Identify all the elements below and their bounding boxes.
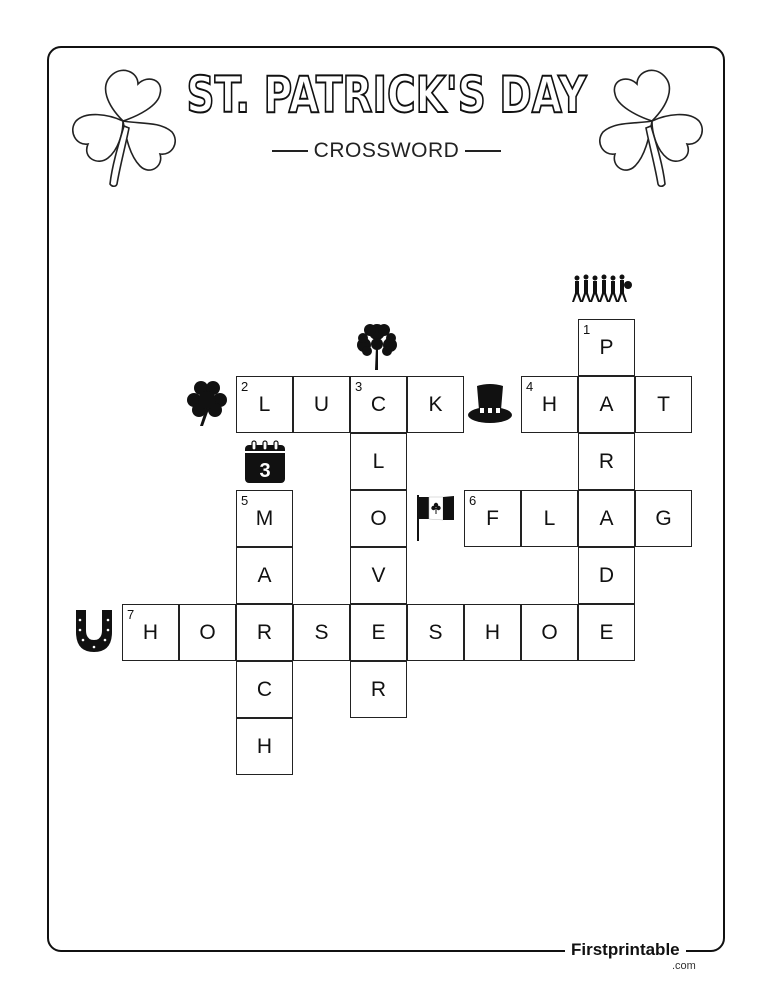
- subtitle-text: CROSSWORD: [313, 139, 460, 162]
- crossword-cell[interactable]: [350, 661, 407, 718]
- cell-letter: H: [541, 392, 558, 416]
- crossword-cell[interactable]: [179, 604, 236, 661]
- cell-letter: A: [599, 506, 614, 530]
- cell-letter: R: [256, 620, 273, 644]
- clue-number: 3: [355, 379, 363, 394]
- page-title: ST. PATRICK'S DAY: [186, 66, 587, 124]
- crossword-cell[interactable]: [464, 604, 521, 661]
- calendar-icon: [244, 440, 286, 484]
- cell-letter: O: [370, 506, 387, 530]
- calendar-day-number: 3: [259, 460, 271, 482]
- cell-letter: V: [371, 563, 386, 587]
- cell-letter: C: [256, 677, 273, 701]
- cell-letter: H: [484, 620, 501, 644]
- clue-number: 4: [526, 379, 534, 394]
- crossword-cell[interactable]: [350, 604, 407, 661]
- crossword-cell[interactable]: [521, 604, 578, 661]
- crossword-cell[interactable]: [578, 547, 635, 604]
- horseshoe-icon: [72, 606, 116, 656]
- cell-letter: C: [370, 392, 387, 416]
- cell-letter: G: [655, 506, 672, 530]
- divider: [465, 150, 501, 152]
- crossword-cell[interactable]: [578, 433, 635, 490]
- crossword-cell[interactable]: [350, 490, 407, 547]
- cell-letter: H: [142, 620, 159, 644]
- cell-letter: L: [372, 449, 385, 473]
- cell-letter: O: [541, 620, 558, 644]
- cell-letter: R: [370, 677, 387, 701]
- crossword-cell[interactable]: [236, 718, 293, 775]
- crossword-cell[interactable]: [236, 490, 293, 547]
- brand-logo: Firstprintable: [565, 940, 686, 960]
- clue-number: 1: [583, 322, 591, 337]
- crossword-cell[interactable]: [521, 376, 578, 433]
- cell-letter: A: [599, 392, 614, 416]
- cell-letter: U: [313, 392, 330, 416]
- crossword-cell[interactable]: [236, 661, 293, 718]
- top-hat-icon: [467, 382, 513, 424]
- cell-letter: H: [256, 734, 273, 758]
- clue-number: 2: [241, 379, 249, 394]
- shamrock-icon: [355, 322, 399, 372]
- crossword-cell[interactable]: [293, 376, 350, 433]
- crossword-cell[interactable]: [350, 433, 407, 490]
- crossword-cell[interactable]: [236, 376, 293, 433]
- clue-number: 6: [469, 493, 477, 508]
- crossword-cell[interactable]: [635, 376, 692, 433]
- cell-letter: P: [599, 335, 614, 359]
- cell-letter: E: [599, 620, 614, 644]
- crossword-cell[interactable]: [578, 319, 635, 376]
- cell-letter: S: [428, 620, 443, 644]
- cell-letter: S: [314, 620, 329, 644]
- clue-number: 7: [127, 607, 135, 622]
- crossword-cell[interactable]: [293, 604, 350, 661]
- flag-icon: [415, 493, 459, 543]
- clue-number: 5: [241, 493, 249, 508]
- crossword-cell[interactable]: [464, 490, 521, 547]
- cell-letter: M: [255, 506, 274, 530]
- cell-letter: E: [371, 620, 386, 644]
- cell-letter: L: [258, 392, 271, 416]
- crossword-cell[interactable]: [578, 376, 635, 433]
- crossword-cell[interactable]: [521, 490, 578, 547]
- crossword-cell[interactable]: [578, 490, 635, 547]
- page-subtitle: [0, 139, 773, 163]
- crossword-cell[interactable]: [236, 604, 293, 661]
- divider: [272, 150, 308, 152]
- crossword-cell[interactable]: [407, 376, 464, 433]
- cell-letter: K: [428, 392, 443, 416]
- cell-letter: R: [598, 449, 615, 473]
- crossword-cell[interactable]: [578, 604, 635, 661]
- four-leaf-clover-icon: [185, 378, 229, 428]
- cell-letter: D: [598, 563, 615, 587]
- parade-icon: [571, 272, 633, 304]
- crossword-cell[interactable]: [635, 490, 692, 547]
- crossword-cell[interactable]: [122, 604, 179, 661]
- crossword-cell[interactable]: [350, 376, 407, 433]
- crossword-cell[interactable]: [350, 547, 407, 604]
- cell-letter: T: [657, 392, 670, 416]
- cell-letter: F: [486, 506, 499, 530]
- crossword-cell[interactable]: [236, 547, 293, 604]
- brand-domain: .com: [672, 960, 696, 972]
- cell-letter: A: [257, 563, 272, 587]
- cell-letter: O: [199, 620, 216, 644]
- cell-letter: L: [543, 506, 556, 530]
- crossword-cell[interactable]: [407, 604, 464, 661]
